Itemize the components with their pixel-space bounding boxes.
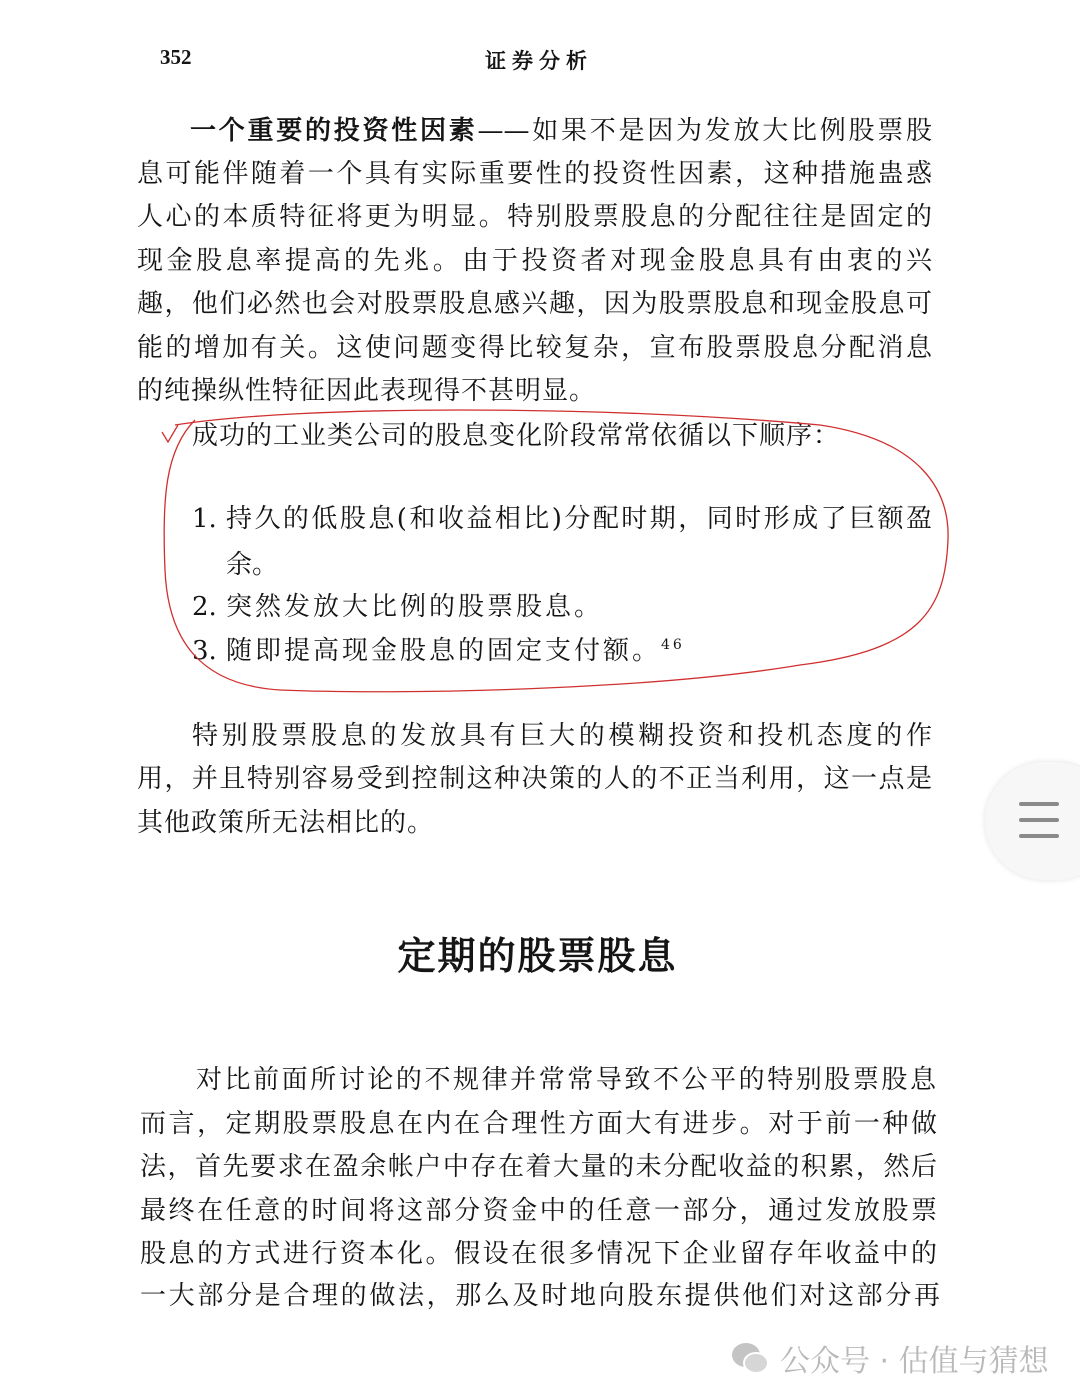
- list-item: 随即提高现金股息的固定支付额。$^{46}$: [226, 636, 685, 666]
- paragraph-line: 而言，定期股票股息在内在合理性方面大有进步。对于前一种做: [140, 1109, 937, 1139]
- running-title: 证券分析: [485, 48, 593, 73]
- paragraph-line: 法，首先要求在盈余帐户中存在着大量的未分配收益的积累，然后: [140, 1152, 937, 1182]
- menu-float-button[interactable]: [985, 762, 1080, 880]
- paragraph-line: 最终在任意的时间将这部分资金中的任意一部分，通过发放股票: [140, 1196, 937, 1226]
- paragraph-line: 一个重要的投资性因素——如果不是因为发放大比例股票股: [190, 116, 932, 146]
- list-item-number: 3.: [192, 636, 217, 666]
- paragraph-line: 息可能伴随着一个具有实际重要性的投资性因素，这种措施蛊惑: [137, 159, 932, 189]
- list-item-number: 1.: [192, 504, 217, 534]
- paragraph-line: 其他政策所无法相比的。: [137, 808, 435, 838]
- paragraph-line: 对比前面所讨论的不规律并常常导致不公平的特别股票股息: [196, 1065, 936, 1095]
- page-number: 352: [160, 45, 192, 69]
- section-heading: 定期的股票股息: [397, 934, 678, 978]
- list-item: 持久的低股息(和收益相比)分配时期，同时形成了巨额盈: [226, 504, 932, 534]
- wechat-icon: [730, 1341, 770, 1375]
- list-intro: 成功的工业类公司的股息变化阶段常常依循以下顺序：: [192, 421, 841, 451]
- paragraph-line: 特别股票股息的发放具有巨大的模糊投资和投机态度的作: [192, 721, 932, 751]
- list-item: 突然发放大比例的股票股息。: [226, 592, 604, 622]
- menu-icon-bar: [1019, 818, 1059, 822]
- list-item-continuation: 余。: [226, 550, 279, 580]
- paragraph-line: 能的增加有关。这使问题变得比较复杂，宣布股票股息分配消息: [137, 333, 932, 363]
- paragraph-line: 用，并且特别容易受到控制这种决策的人的不正当利用，这一点是: [137, 764, 932, 794]
- paragraph-line: 的纯操纵性特征因此表现得不甚明显。: [137, 376, 597, 406]
- watermark: [730, 1336, 1049, 1380]
- footnote-ref[interactable]: 46: [661, 637, 685, 653]
- watermark-text: 公众号 · 估值与猜想: [780, 1344, 1049, 1379]
- paragraph-line: 人心的本质特征将更为明显。特别股票股息的分配往往是固定的: [137, 202, 932, 232]
- paragraph-line: 一大部分是合理的做法，那么及时地向股东提供他们对这部分再: [140, 1281, 940, 1311]
- lead-term: 一个重要的投资性因素: [190, 116, 478, 146]
- list-item-number: 2.: [192, 592, 217, 622]
- paragraph-line: 趣，他们必然也会对股票股息感兴趣，因为股票股息和现金股息可: [137, 289, 932, 319]
- paragraph-line: 股息的方式进行资本化。假设在很多情况下企业留存年收益中的: [140, 1239, 937, 1269]
- paragraph-line: 现金股息率提高的先兆。由于投资者对现金股息具有由衷的兴: [137, 246, 932, 276]
- menu-icon: [1019, 802, 1059, 806]
- menu-icon-bar: [1019, 834, 1059, 838]
